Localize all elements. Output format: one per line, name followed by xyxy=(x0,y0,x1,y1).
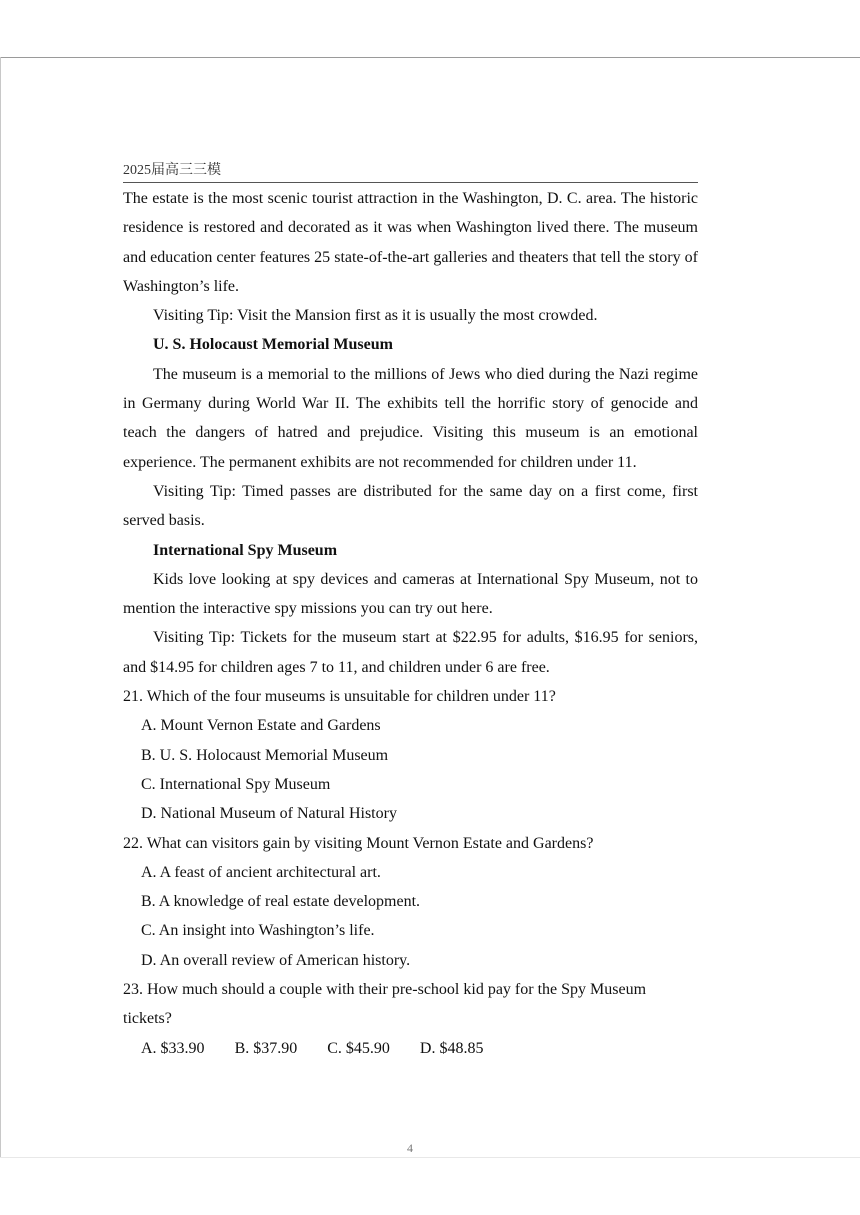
visiting-tip-spy: Visiting Tip: Tickets for the museum start at $22.95 for adults, $16.95 for seniors, and $14.95 for children ages 7 to 11, and children under 6 are free. xyxy=(123,629,698,676)
options-row xyxy=(123,1034,698,1063)
option-d: D. National Museum of Natural History xyxy=(141,805,397,823)
option-b: B. $37.90 xyxy=(234,1039,298,1057)
option-a: A. A feast of ancient architectural art. xyxy=(141,863,381,881)
option-a: A. Mount Vernon Estate and Gardens xyxy=(141,717,381,735)
question-stem: 21. Which of the four museums is unsuitable for children under 11? xyxy=(123,688,556,706)
option-b: B. A knowledge of real estate development. xyxy=(141,893,421,911)
mount-vernon-paragraph: The estate is the most scenic tourist attraction in the Washington, D. C. area. The historic residence is restored and decorated as it was when Washington lived there. The museum and education center features 25 state-of-the-art galleries and theaters that tell the story of Washington’s life. xyxy=(123,190,698,295)
question-stem: 23. How much should a couple with their pre-school kid pay for the Spy Museum tickets? xyxy=(123,981,647,1028)
holocaust-museum-heading: U. S. Holocaust Memorial Museum xyxy=(153,336,393,354)
visiting-tip-holocaust: Visiting Tip: Timed passes are distributed for the same day on a first come, first served basis. xyxy=(123,482,698,530)
option-a: A. $33.90 xyxy=(141,1039,205,1057)
question-21 xyxy=(123,682,698,828)
visiting-tip-mount-vernon: Visiting Tip: Visit the Mansion first as it is usually the most crowded. xyxy=(153,307,598,325)
spy-museum-paragraph: Kids love looking at spy devices and cameras at International Spy Museum, not to mention the interactive spy missions you can try out here. xyxy=(123,570,698,618)
holocaust-museum-paragraph: The museum is a memorial to the millions of Jews who died during the Nazi regime in Germany during World War II. The exhibits tell the horrific story of genocide and teach the dangers of hatred and prejudice. Visiting this museum is an emotional experience. The permanent exhibits are not recommended for children under 11. xyxy=(123,365,698,471)
option-c: C. An insight into Washington’s life. xyxy=(141,922,375,940)
page-number: 4 xyxy=(407,1141,413,1155)
spy-museum-heading: International Spy Museum xyxy=(153,541,338,559)
question-stem: 22. What can visitors gain by visiting Mount Vernon Estate and Gardens? xyxy=(123,834,594,852)
option-c: C. International Spy Museum xyxy=(141,775,331,793)
question-23 xyxy=(123,975,698,1063)
page-left-border xyxy=(0,57,1,1157)
page-bottom-border xyxy=(0,1157,860,1158)
question-22 xyxy=(123,829,698,975)
option-d: D. $48.85 xyxy=(419,1039,484,1057)
page-top-border xyxy=(0,57,860,58)
option-b: B. U. S. Holocaust Memorial Museum xyxy=(141,746,389,764)
exam-header: 2025届高三三模 xyxy=(123,160,698,183)
document-body xyxy=(123,184,698,1063)
option-d: D. An overall review of American history. xyxy=(141,951,411,969)
option-c: C. $45.90 xyxy=(327,1039,390,1057)
